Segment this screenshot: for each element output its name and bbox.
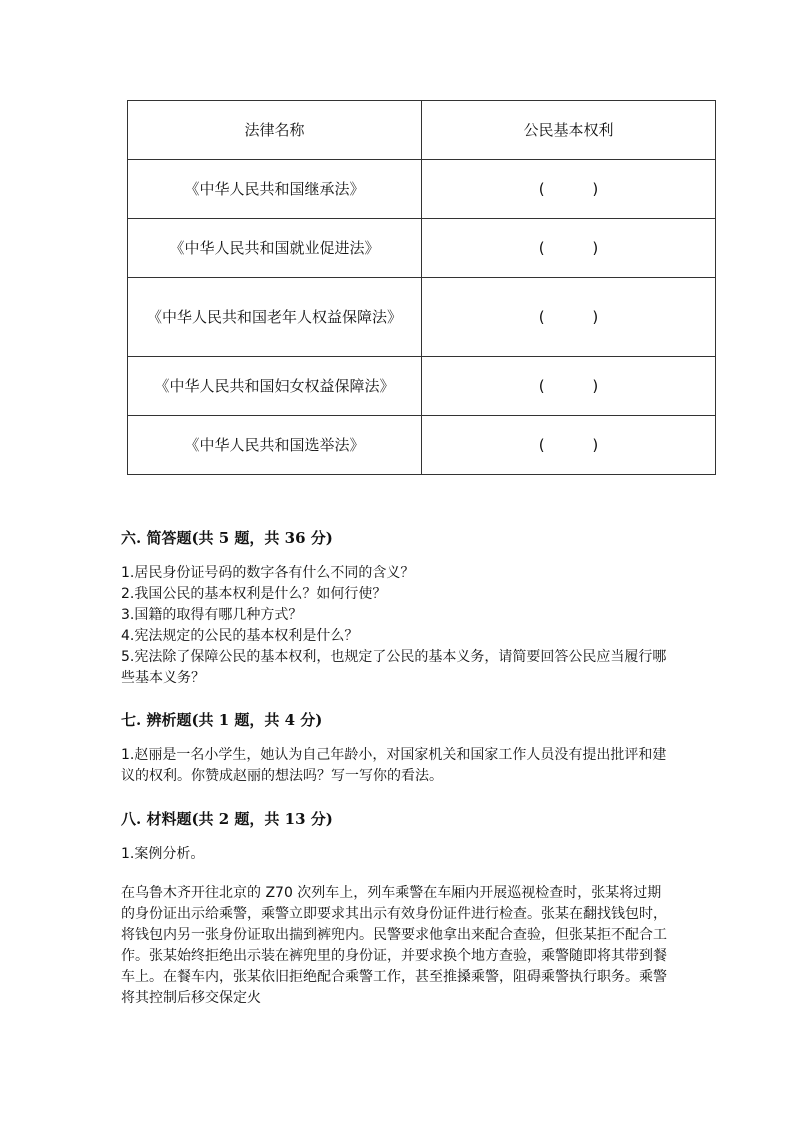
question-list bbox=[121, 745, 673, 787]
law-name-cell: 《中华人民共和国就业促进法》 bbox=[128, 219, 422, 278]
question-item bbox=[121, 844, 673, 1009]
question-item: 3.国籍的取得有哪几种方式？ bbox=[121, 607, 303, 623]
section-material bbox=[121, 808, 673, 1009]
table-row bbox=[128, 357, 716, 416]
question-item: 1.居民身份证号码的数字各有什么不同的含义？ bbox=[121, 565, 415, 581]
question-item: 2.我国公民的基本权利是什么？如何行使？ bbox=[121, 586, 387, 602]
question-item: 5.宪法除了保障公民的基本权利，也规定了公民的基本义务，请简要回答公民应当履行哪些基本义务？ bbox=[121, 649, 667, 686]
section-title: 八. 材料题(共 2 题，共 13 分) bbox=[121, 810, 333, 828]
law-name-cell: 《中华人民共和国选举法》 bbox=[128, 416, 422, 475]
case-material: 在乌鲁木齐开往北京的 Z70 次列车上，列车乘警在车厢内开展巡视检查时，张某将过期的身份证出示给乘警，乘警立即要求其出示有效身份证件进行检查。张某在翻找钱包时，将钱包内另一张身份证取出揣到裤兜内。民警要求他拿出来配合查验，但张某拒不配合工作。张某始终拒绝出示装在裤兜里的身份证，并要求换个地方查验，乘警随即将其带到餐车上。在餐车内，张某依旧拒绝配合乘警工作，甚至推搡乘警，阻碍乘警执行职务。乘警将其控制后移交保定火 bbox=[121, 885, 667, 1006]
law-name-cell: 《中华人民共和国妇女权益保障法》 bbox=[128, 357, 422, 416]
question-item: 4.宪法规定的公民的基本权利是什么？ bbox=[121, 628, 359, 644]
table-row bbox=[128, 219, 716, 278]
question-list bbox=[121, 563, 673, 689]
header-citizen-rights: 公民基本权利 bbox=[422, 101, 716, 160]
header-law-name: 法律名称 bbox=[128, 101, 422, 160]
question-item: 1.赵丽是一名小学生，她认为自己年龄小，对国家机关和国家工作人员没有提出批评和建议的权利。你赞成赵丽的想法吗？写一写你的看法。 bbox=[121, 747, 667, 784]
section-short-answer bbox=[121, 527, 673, 689]
section-title: 六. 简答题(共 5 题，共 36 分) bbox=[121, 529, 333, 547]
answer-blank-cell[interactable]: ( ) bbox=[422, 219, 716, 278]
section-title: 七. 辨析题(共 1 题，共 4 分) bbox=[121, 711, 323, 729]
answer-blank-cell[interactable]: ( ) bbox=[422, 357, 716, 416]
table-row bbox=[128, 160, 716, 219]
answer-blank-cell[interactable]: ( ) bbox=[422, 416, 716, 475]
answer-blank-cell[interactable]: ( ) bbox=[422, 160, 716, 219]
law-name-cell: 《中华人民共和国继承法》 bbox=[128, 160, 422, 219]
question-label: 1.案例分析。 bbox=[121, 846, 205, 862]
law-name-cell: 《中华人民共和国老年人权益保障法》 bbox=[128, 278, 422, 357]
section-analysis bbox=[121, 709, 673, 787]
table-row bbox=[128, 416, 716, 475]
answer-blank-cell[interactable]: ( ) bbox=[422, 278, 716, 357]
table-header-row bbox=[128, 101, 716, 160]
law-rights-table bbox=[127, 100, 716, 475]
table-row bbox=[128, 278, 716, 357]
